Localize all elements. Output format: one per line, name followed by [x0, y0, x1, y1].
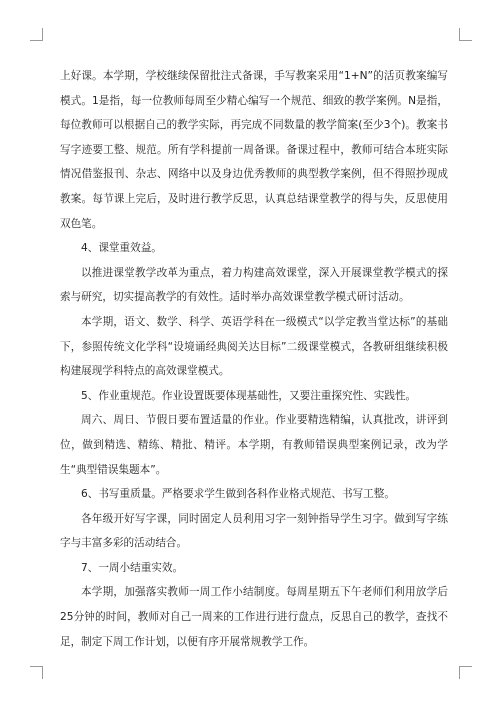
paragraph-weekly-summary: 本学期，加强落实教师一周工作小结制度。每周星期五下午老师们利用放学后25分钟的时间，教师对自己一周来的工作进行进行盘点，反思自己的教学，查找不足，制定下周工作计划，以便有序开展常规教学工作。 — [60, 586, 448, 648]
crop-mark-bottom-right — [459, 666, 472, 679]
heading-homework-standards: 5、作业重规范。作业设置既要体现基础性，又要注重探究性、实践性。 — [81, 389, 417, 402]
paragraph-writing-class: 各年级开好写字课，同时固定人员利用习字一刻钟指导学生习字。做到写字练字与丰富多彩的活动结合。 — [60, 512, 448, 550]
crop-mark-bottom-left — [30, 666, 43, 679]
body-text — [60, 64, 448, 654]
paragraph-teaching-models: 本学期，语文、数学、科学、英语学科在一级模式“以学定教当堂达标”的基础下，参照传统文化学科“设境诵经典阅关达目标”二级课堂模式，各教研组继续积极构建展现学科特点的高效课堂模式。 — [60, 315, 448, 378]
paragraph-lesson-prep: 上好课。本学期，学校继续保留批注式备课，手写教案采用“1+N”的活页教案编写模式。1是指，每一位教师每周至少精心编写一个规范、细致的教学案例。N是指，每位教师可以根据自己的教学实际，再完成不同数量的教学简案(至少3个)。教案书写字迹要工整、规范。所有学科提前一周备课。备课过程中，教师可结合本班实际情况借鉴报刊、杂志、网络中以及身边优秀教师的典型教学案例，但不得照抄现成教案。每节课上完后，及时进行教学反思，认真总结课堂教学的得与失，反思使用双色笔。 — [60, 70, 448, 230]
heading-writing-quality: 6、书写重质量。严格要求学生做到各科作业格式规范、书写工整。 — [81, 488, 395, 501]
heading-weekly-summary: 7、一周小结重实效。 — [81, 561, 184, 574]
crop-mark-top-right — [459, 28, 472, 41]
crop-mark-top-left — [30, 28, 43, 41]
paragraph-classroom-reform: 以推进课堂教学改革为重点，着力构建高效课堂，深入开展课堂教学模式的探索与研究，切实提高教学的有效性。适时举办高效课堂教学模式研讨活动。 — [60, 266, 448, 304]
heading-classroom-efficiency: 4、课堂重效益。 — [81, 242, 162, 255]
paragraph-homework: 周六、周日、节假日要布置适量的作业。作业要精选精编，认真批改，讲评到位，做到精选、精练、精批、精评。本学期，有教师错误典型案例记录，改为学生“典型错误集题本”。 — [60, 414, 448, 476]
